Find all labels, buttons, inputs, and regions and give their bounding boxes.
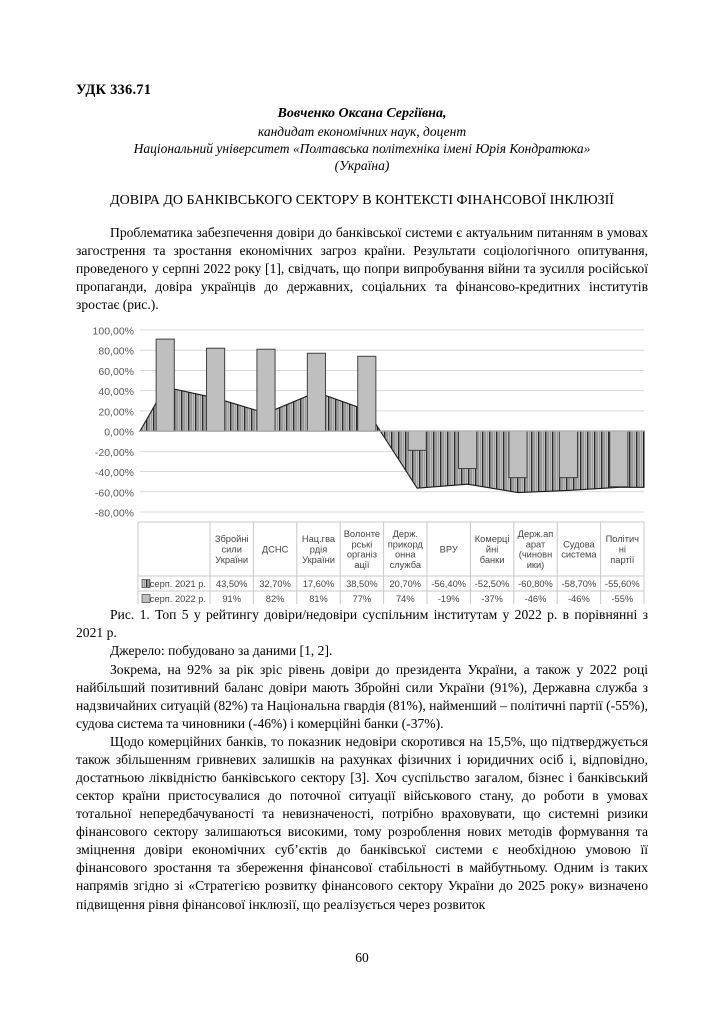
table-cell-value: 77%	[352, 594, 372, 605]
table-cell-value: -52,50%	[474, 579, 510, 590]
chart-data-table	[138, 522, 644, 604]
paragraph-two: Зокрема, на 92% за рік зріс рівень довіри до президента України, а також у 2022 році найбільший позитивний баланс довіри мають Збройні сили України (91%), Державна служба з надзвичайних ситуацій (82%) та Національна гвардія (81%), найменший – політичні партії (-55%), судова система та чиновники (-46%) і комерційні банки (-37%).	[76, 661, 648, 731]
figure-caption: Рис. 1. Топ 5 у рейтингу довіри/недовіри суспільним інститутам у 2022 р. в порівнянні з 2021 р.	[76, 607, 648, 641]
y-axis-tick-label: -60,00%	[94, 487, 134, 500]
table-column-header: України	[215, 555, 249, 566]
series-2022-bar	[509, 431, 527, 478]
figure-1	[76, 322, 648, 660]
table-column-header: ні	[618, 544, 626, 555]
table-cell-value: 32,70%	[259, 579, 291, 590]
table-column-header: ВРУ	[439, 544, 458, 555]
trust-rating-chart	[76, 322, 648, 604]
series-2022-bar	[257, 349, 275, 431]
legend-series-label: серп. 2022 р.	[149, 594, 206, 605]
table-cell-value: -56,40%	[431, 579, 467, 590]
table-column-header: служба	[389, 560, 422, 571]
series-2022-bar	[610, 431, 628, 487]
table-column-header: Держ.	[392, 529, 419, 540]
table-cell-value: 74%	[395, 594, 415, 605]
table-cell-value: -60,80%	[518, 579, 553, 590]
page-content	[76, 82, 648, 914]
author-block	[76, 105, 648, 175]
table-column-header: сили	[221, 544, 242, 555]
y-axis-tick-label: 40,00%	[98, 386, 134, 399]
y-axis-tick-label: 80,00%	[98, 346, 134, 359]
page-title: ДОВІРА ДО БАНКІВСЬКОГО СЕКТОРУ В КОНТЕКСТІ ФІНАНСОВОЇ ІНКЛЮЗІЇ	[110, 192, 614, 208]
table-column-header: Нац.гва	[301, 534, 336, 545]
table-column-header: рські	[351, 539, 373, 550]
table-column-header: (чиновн	[518, 549, 553, 560]
table-cell-value: 38,50%	[346, 579, 378, 590]
table-column-header: Збройні	[214, 534, 249, 545]
legend-series-label: серп. 2021 р.	[149, 579, 206, 590]
series-2022-bar	[307, 354, 325, 432]
paragraph-three: Щодо комерційних банків, то показник недовіри скоротився на 15,5%, що підтверджується також збільшенням гривневих залишків на рахунках фізичних і юридичних осіб і, відповідно, достатньою ліквідністю банківського сектору [3]. Хоч суспільство загалом, бізнес і банківський сектор країни пристосувалися до поточної ситуації військового стану, до роботи в умовах тотальної непередбачуваності та невизначеності, потрібно враховувати, що системні ризики фінансового сектору залишаються високими, тому розроблення нових методів формування та зміцнення довіри економічних суб’єктів до банківської системи є необхідною умовою її фінансового зростання та збереження фінансової стабільності в майбутньому. Одним із таких напрямів згідно зі «Стратегією розвитку фінансового сектору України до 2025 року» визначено підвищення рівня фінансової інклюзії, що реалізується через розвиток	[76, 733, 648, 912]
table-column-header: ації	[354, 560, 370, 571]
table-cell-value: 91%	[222, 594, 242, 605]
author-degree: кандидат економічних наук, доцент	[257, 123, 467, 139]
author-name: Вовченко Оксана Сергіївна,	[277, 106, 447, 121]
table-cell-value: -58,70%	[561, 579, 597, 590]
table-column-header: йні	[485, 544, 499, 555]
table-cell-value: 43,50%	[215, 579, 248, 590]
table-column-header: організ	[346, 549, 377, 560]
table-cell-value: 17,60%	[302, 579, 335, 590]
table-cell-value: -46%	[568, 594, 590, 605]
page-number: 60	[355, 950, 369, 965]
chart-container	[76, 322, 648, 604]
y-axis-tick-label: 0,00%	[104, 426, 134, 439]
table-column-header: рдія	[309, 544, 328, 555]
table-column-header: ики)	[526, 560, 545, 571]
table-column-header: система	[561, 549, 597, 560]
y-axis-tick-label: -80,00%	[94, 507, 134, 520]
table-cell-value: 81%	[309, 594, 328, 605]
y-axis-tick-label: -20,00%	[94, 447, 134, 460]
table-cell-value: -55,60%	[604, 579, 640, 590]
series-2022-bar	[207, 348, 225, 431]
series-2022-bar	[408, 431, 426, 450]
table-column-header: України	[302, 555, 335, 566]
table-cell-value: 20,70%	[389, 579, 422, 590]
table-cell-value: -37%	[481, 594, 503, 605]
table-column-header: Держ.ап	[517, 529, 554, 540]
series-2022-bar	[358, 357, 376, 432]
udk-code: УДК 336.71	[76, 82, 152, 98]
y-axis-tick-label: 60,00%	[98, 366, 134, 379]
table-column-header: Судова	[563, 539, 595, 550]
table-cell-value: 82%	[265, 594, 285, 605]
table-cell-value: -46%	[524, 594, 547, 605]
table-column-header: ДСНС	[261, 544, 289, 555]
table-column-header: прикорд	[387, 539, 423, 550]
author-affiliation: Національний університет «Полтавська політехніка імені Юрія Кондратюка»	[133, 141, 591, 157]
author-country: (Україна)	[334, 158, 390, 174]
table-column-header: онна	[394, 549, 416, 560]
series-2022-bar	[156, 339, 174, 431]
table-column-header: банки	[479, 555, 505, 566]
series-2022-bar	[459, 431, 477, 468]
paragraph-intro: Проблематика забезпечення довіри до банківської системи є актуальним питанням в умовах загострення та зростання економічних загроз країни. Результати соціологічного опитування, проведеного у серпні 2022 року [1], свідчать, що попри випробування війни та зусилля російської пропаганди, довіра українців до державних, соціальних та фінансово-кредитних інститутів зростає (рис.).	[76, 224, 648, 313]
table-cell-value: -55%	[611, 594, 634, 605]
y-axis-tick-label: 20,00%	[98, 406, 134, 419]
series-2022-bar	[559, 431, 577, 478]
y-axis-tick-label: 100,00%	[92, 325, 134, 338]
table-column-header: Політич	[605, 534, 640, 545]
table-cell-value: -19%	[437, 594, 460, 605]
table-column-header: партії	[610, 555, 635, 566]
table-column-header: арат	[525, 539, 546, 550]
y-axis-tick-label: -40,00%	[94, 467, 134, 480]
figure-source-note: Джерело: побудовано за даними [1, 2].	[110, 643, 333, 659]
table-column-header: Волонте	[343, 529, 381, 540]
table-column-header: Комерці	[474, 534, 510, 545]
